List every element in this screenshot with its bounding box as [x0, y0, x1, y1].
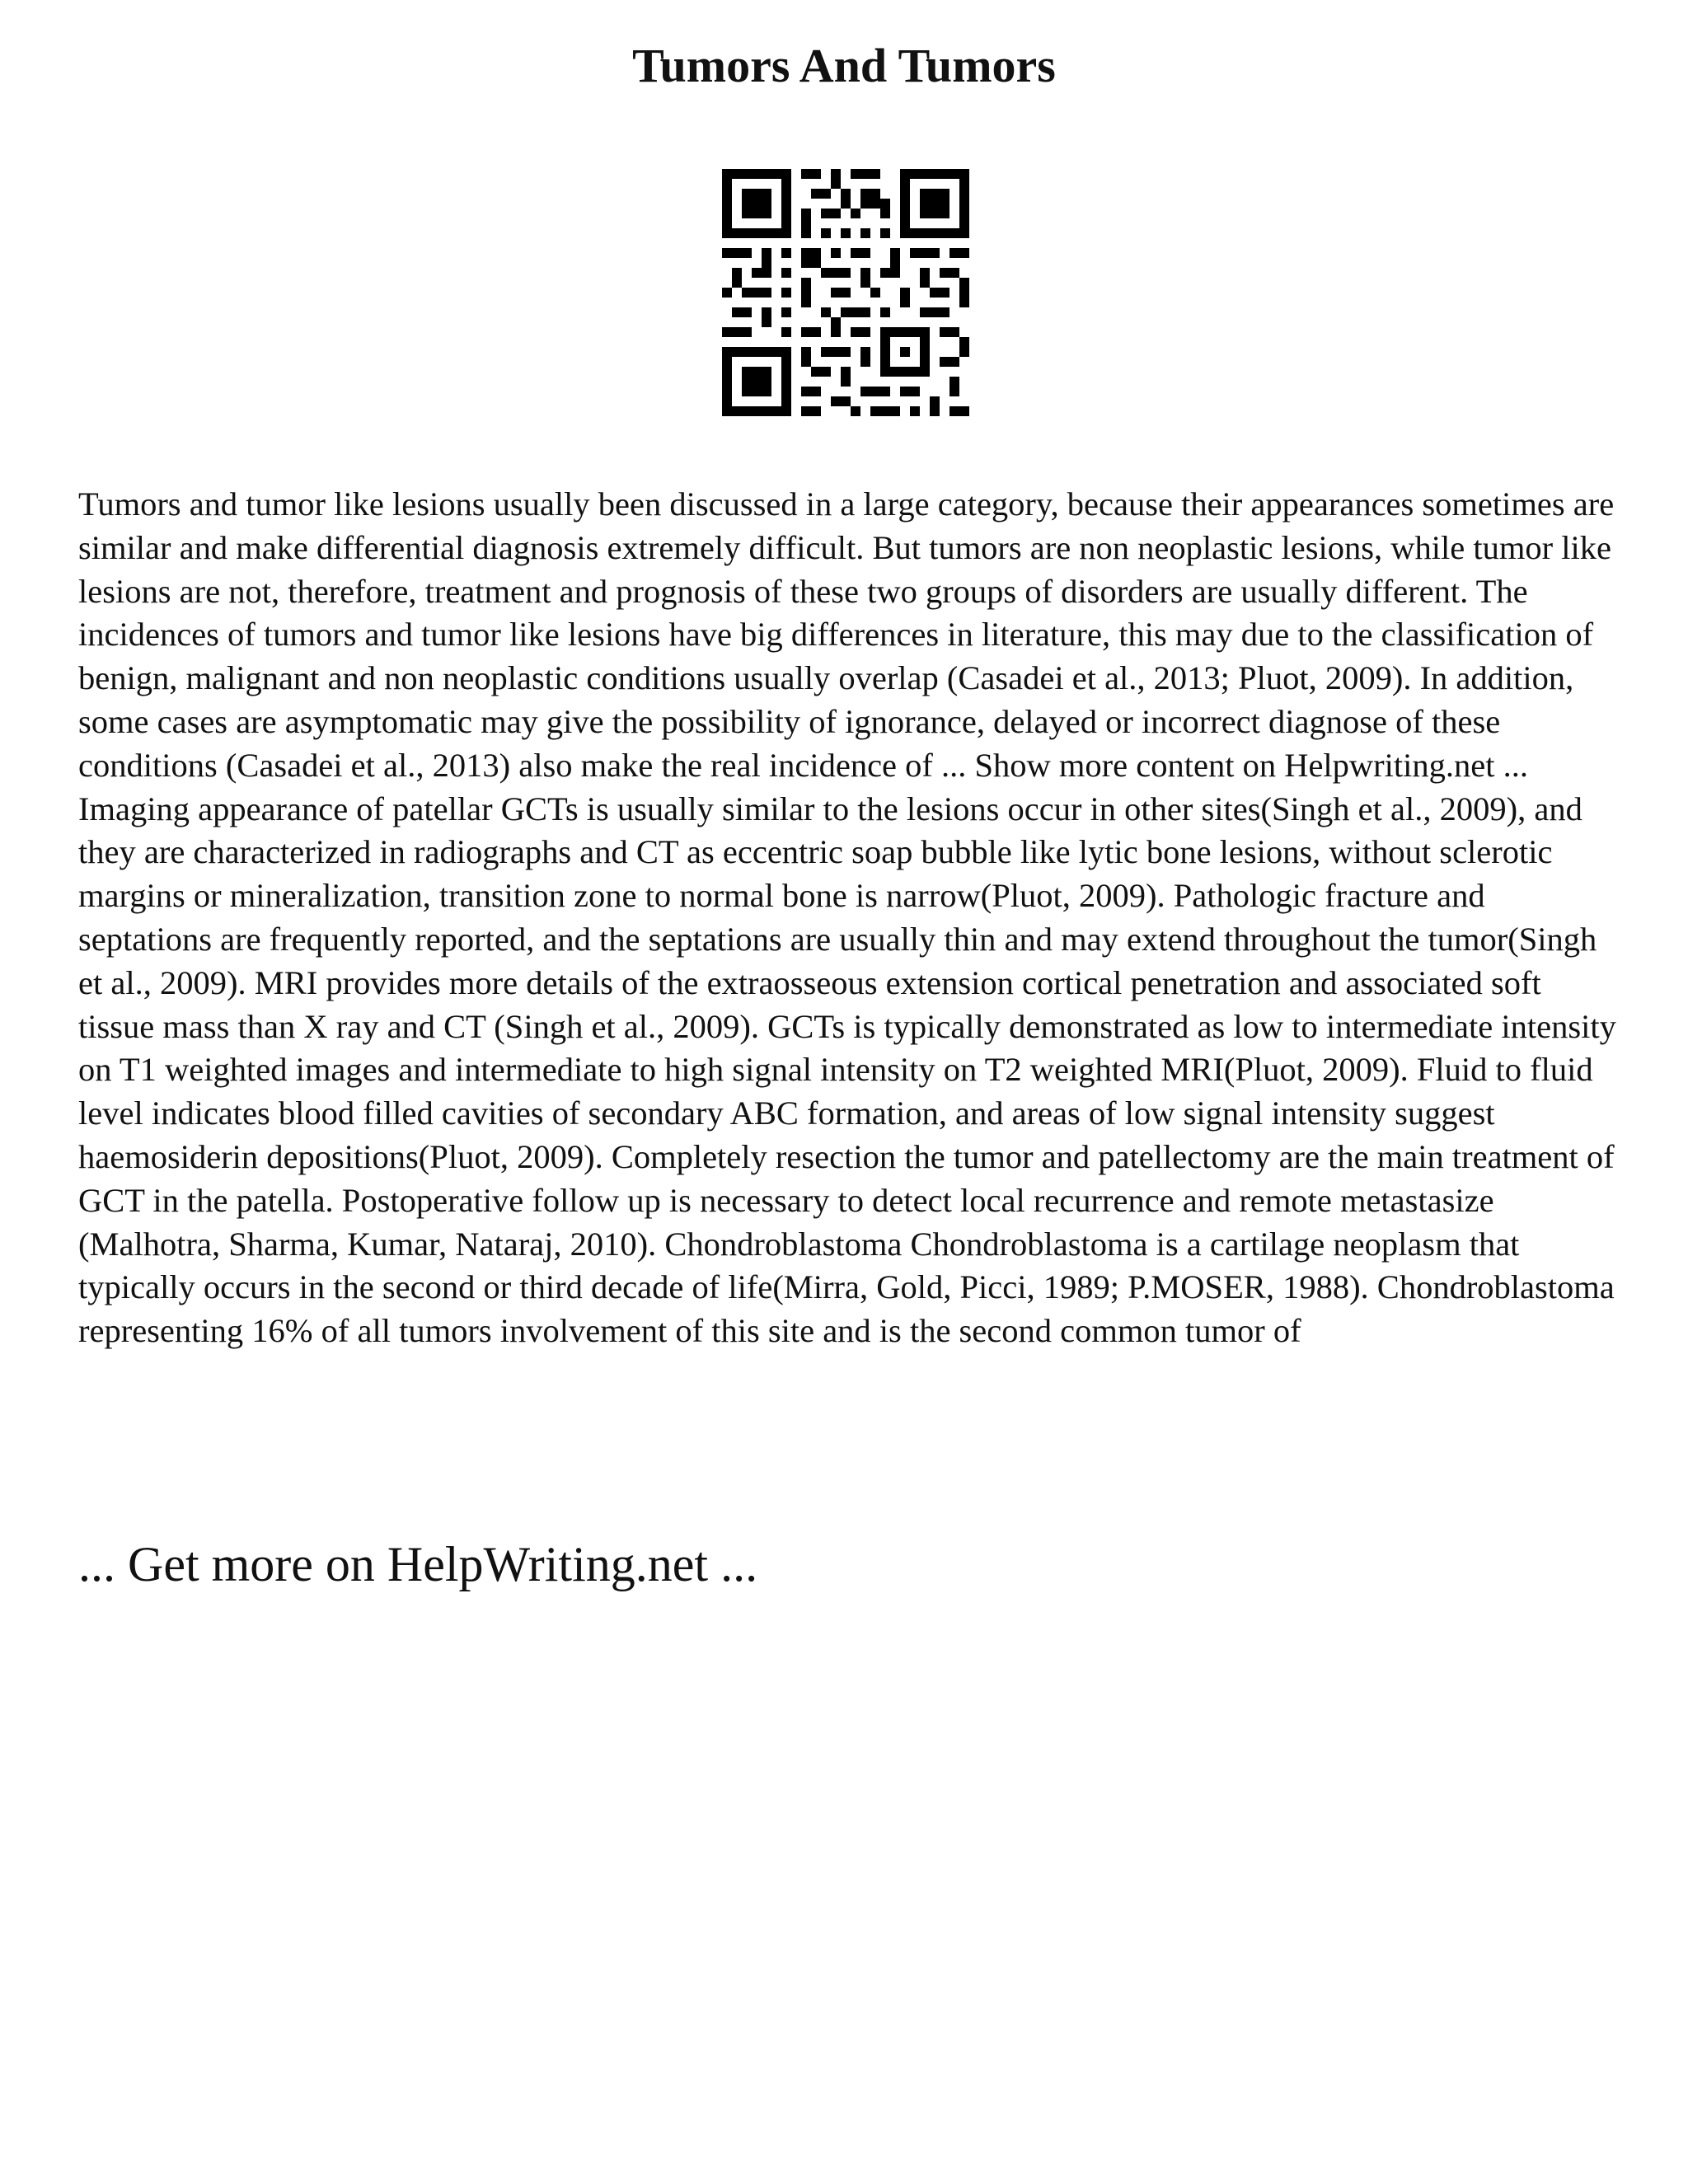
get-more-link[interactable]: ... Get more on HelpWriting.net ...: [78, 1537, 758, 1591]
article-body-text: Tumors and tumor like lesions usually been discussed in a large category, because their appearances sometimes are similar and make differential diagnosis extremely difficult. But tumors are non neoplastic lesions, while tumor like lesions are not, therefore, treatment and prognosis of these two groups of disorders are usually different. The incidences of tumors and tumor like lesions have big differences in literature, this may due to the classification of benign, malignant and non neoplastic conditions usually overlap (Casadei et al., 2013; Pluot, 2009). In addition, some cases are asymptomatic may give the possibility of ignorance, delayed or incorrect diagnose of these conditions (Casadei et al., 2013) also make the real incidence of ... Show more content on Helpwriting.net ... Imaging appearance of patellar GCTs is usually similar to the lesions occur in other sites(Singh et al., 2009), and they are characterized in radiographs and CT as eccentric soap bubble like lytic bone lesions, without sclerotic margins or mineralization, transition zone to normal bone is narrow(Pluot, 2009). Pathologic fracture and septations are frequently reported, and the septations are usually thin and may extend throughout the tumor(Singh et al., 2009). MRI provides more details of the extraosseous extension cortical penetration and associated soft tissue mass than X ray and CT (Singh et al., 2009). GCTs is typically demonstrated as low to intermediate intensity on T1 weighted images and intermediate to high signal intensity on T2 weighted MRI(Pluot, 2009). Fluid to fluid level indicates blood filled cavities of secondary ABC formation, and areas of low signal intensity suggest haemosiderin depositions(Pluot, 2009). Completely resection the tumor and patellectomy are the main treatment of GCT in the patella. Postoperative follow up is necessary to detect local recurrence and remote metastasize (Malhotra, Sharma, Kumar, Nataraj, 2010). Chondroblastoma Chondroblastoma is a cartilage neoplasm that typically occurs in the second or third decade of life(Mirra, Gold, Picci, 1989; P.MOSER, 1988). Chondroblastoma representing 16% of all tumors involvement of this site and is the second common tumor of: [78, 485, 1616, 1350]
page-title: Tumors And Tumors: [632, 39, 1056, 92]
qr-code-graphic: [722, 169, 969, 416]
qr-code-icon: [722, 169, 969, 416]
